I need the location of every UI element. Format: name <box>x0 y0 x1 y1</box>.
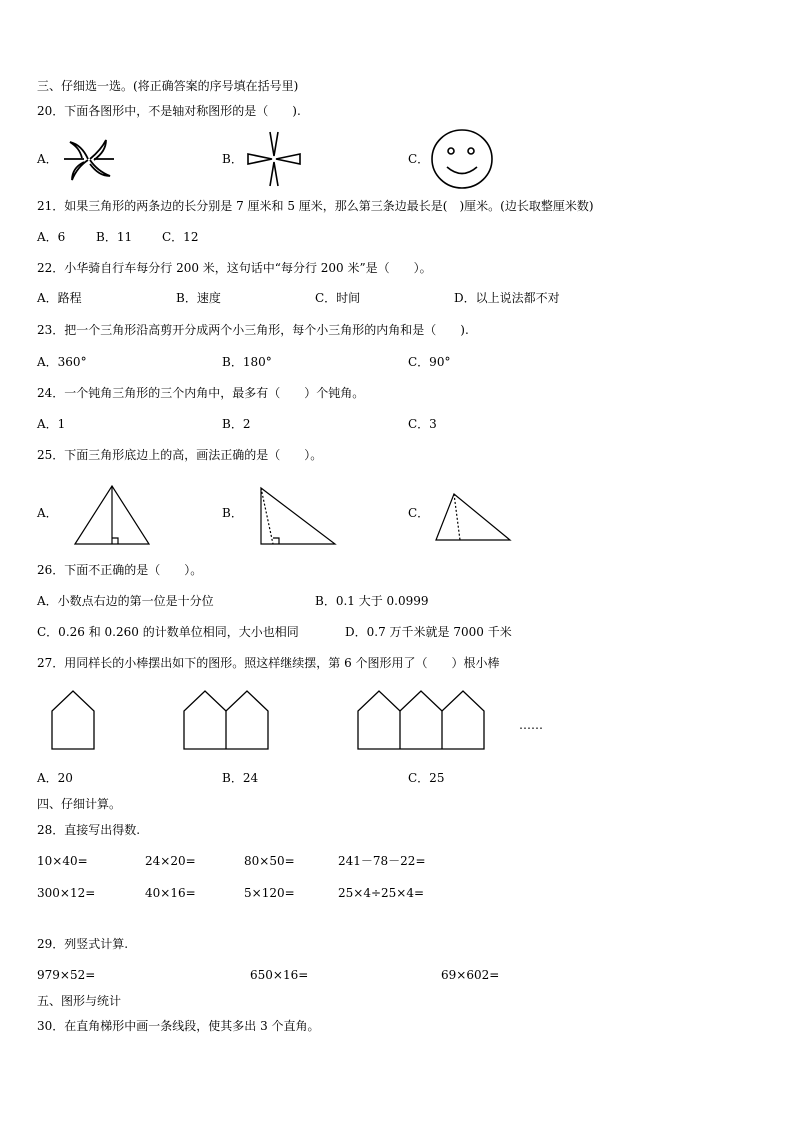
cross-figure <box>246 130 302 188</box>
triangle-figure-b <box>259 486 337 546</box>
q24-option-b: B．2 <box>222 417 251 431</box>
q25-option-b-label: B． <box>222 506 243 520</box>
section-title-3: 三、仔细选一选。(将正确答案的序号填在括号里) <box>37 79 299 93</box>
q26-option-a: A．小数点右边的第一位是十分位 <box>37 594 214 608</box>
section-title-5: 五、图形与统计 <box>37 994 122 1008</box>
q28-problem: 25×4÷25×4= <box>338 886 425 900</box>
section-title-4: 四、仔细计算。 <box>37 797 122 811</box>
q23-option-c: C．90° <box>408 355 451 369</box>
q24-option-c: C．3 <box>408 417 437 431</box>
q26-option-d: D．0.7 万千米就是 7000 千米 <box>345 625 512 639</box>
q26-option-c: C．0.26 和 0.260 的计数单位相同，大小也相同 <box>37 625 299 639</box>
question-29: 29．列竖式计算. <box>37 937 129 951</box>
q23-option-b: B．180° <box>222 355 272 369</box>
question-22: 22．小华骑自行车每分行 200 米，这句话中“每分行 200 米”是（ ）。 <box>37 261 432 275</box>
q28-problem: 241－78－22= <box>338 854 426 868</box>
q28-problem: 5×120= <box>244 886 295 900</box>
q22-option-b: B．速度 <box>176 291 221 305</box>
house-figure-3 <box>357 690 485 750</box>
q22-option-c: C．时间 <box>315 291 361 305</box>
question-21: 21．如果三角形的两条边的长分别是 7 厘米和 5 厘米，那么第三条边最长是( )厘米。(边长取整厘米数) <box>37 199 594 213</box>
q29-problem: 69×602= <box>441 968 500 982</box>
q24-option-a: A．1 <box>37 417 66 431</box>
q28-problem: 10×40= <box>37 854 88 868</box>
q29-problem: 979×52= <box>37 968 96 982</box>
q22-option-a: A．路程 <box>37 291 82 305</box>
q23-option-a: A．360° <box>37 355 87 369</box>
question-26: 26．下面不正确的是（ ）。 <box>37 563 203 577</box>
q26-option-b: B．0.1 大于 0.0999 <box>315 594 429 608</box>
question-23: 23．把一个三角形沿高剪开分成两个小三角形，每个小三角形的内角和是（ ). <box>37 323 469 337</box>
q29-problem: 650×16= <box>250 968 309 982</box>
q25-option-c-label: C． <box>408 506 430 520</box>
house-figure-1 <box>51 690 95 750</box>
question-27: 27．用同样长的小棒摆出如下的图形。照这样继续摆，第 6 个图形用了（ ）根小棒 <box>37 656 500 670</box>
pinwheel-figure <box>60 132 118 186</box>
q21-option-a: A．6 <box>37 230 66 244</box>
triangle-figure-a <box>74 484 150 546</box>
question-25: 25．下面三角形底边上的高，画法正确的是（ ）。 <box>37 448 323 462</box>
q27-option-c: C．25 <box>408 771 445 785</box>
q27-option-a: A．20 <box>37 771 73 785</box>
question-28: 28．直接写出得数. <box>37 823 141 837</box>
smiley-face-figure <box>430 128 494 190</box>
question-30: 30．在直角梯形中画一条线段，使其多出 3 个直角。 <box>37 1019 320 1033</box>
q21-option-c: C．12 <box>162 230 199 244</box>
q21-option-b: B．11 <box>96 230 133 244</box>
q28-problem: 40×16= <box>145 886 196 900</box>
q20-option-c-label: C． <box>408 152 430 166</box>
q22-option-d: D．以上说法都不对 <box>454 291 560 305</box>
house-figure-2 <box>183 690 269 750</box>
question-24: 24．一个钝角三角形的三个内角中，最多有（ ）个钝角。 <box>37 386 365 400</box>
q20-option-a-label: A． <box>37 152 58 166</box>
q25-option-a-label: A． <box>37 506 58 520</box>
q28-problem: 300×12= <box>37 886 96 900</box>
q27-option-b: B．24 <box>222 771 259 785</box>
q28-problem: 24×20= <box>145 854 196 868</box>
q27-ellipsis: …… <box>519 718 543 732</box>
question-20: 20．下面各图形中，不是轴对称图形的是（ ). <box>37 104 301 118</box>
triangle-figure-c <box>434 492 512 542</box>
q28-problem: 80×50= <box>244 854 295 868</box>
q20-option-b-label: B． <box>222 152 243 166</box>
